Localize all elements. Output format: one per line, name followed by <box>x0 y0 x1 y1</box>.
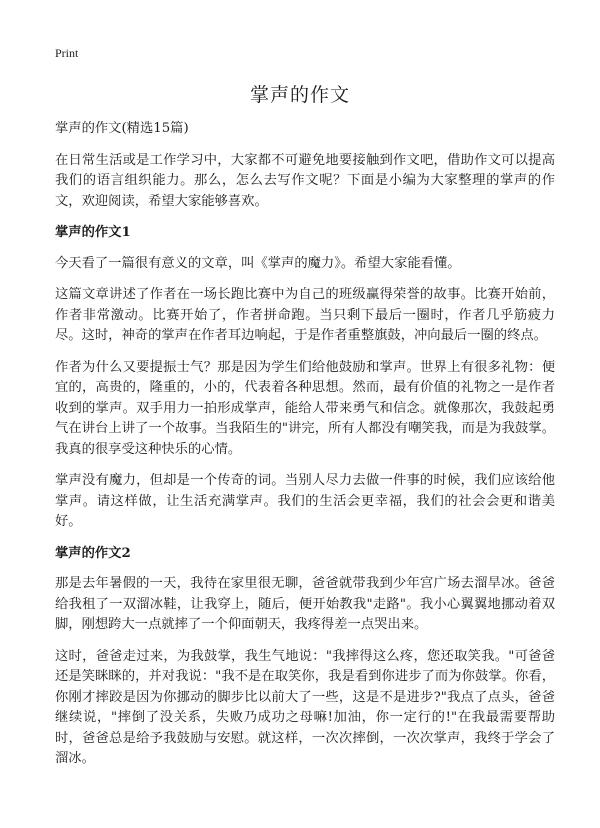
paragraph: 掌声没有魔力，但却是一个传奇的词。当别人尽力去做一件事的时候，我们应该给他掌声。请这样做，让生活充满掌声。我们的生活会更幸福，我们的社会会更和谐美好。 <box>55 473 555 529</box>
page-title: 掌声的作文 <box>249 84 350 106</box>
article-subtitle: 掌声的作文(精选15篇) <box>55 121 189 136</box>
print-link[interactable]: Print <box>55 46 79 60</box>
section-heading: 掌声的作文2 <box>55 545 131 561</box>
paragraph: 这时，爸爸走过来，为我鼓掌，我生气地说："我摔得这么疼，您还取笑我。"可爸爸还是笑眯眯的，并对我说："我不是在取笑你，我是看到你进步了而为你鼓掌。你看，你刚才摔跤是因为你挪动的脚步比以前大了一些，这是不是进步?"我点了点头，爸爸继续说，"摔倒了没关系，失败乃成功之母嘛!加油，你一定行的!"在我最需要帮助时，爸爸总是给予我鼓励与安慰。就这样，一次次摔倒，一次次掌声，我终于学会了溜冰。 <box>55 648 555 766</box>
section-heading: 掌声的作文1 <box>55 225 131 240</box>
paragraph: 作者为什么又要提振士气？那是因为学生们给他鼓励和掌声。世界上有很多礼物：便宜的，高贵的，隆重的，小的，代表着各种思想。然而，最有价值的礼物之一是作者收到的掌声。双手用力一拍形成掌声，能给人带来勇气和信念。就像那次，我鼓起勇气在讲台上讲了一个故事。当我陌生的"讲完，所有人都没有嘲笑我，而是为我鼓掌。我真的很享受这种快乐的心情。 <box>55 359 555 457</box>
intro-paragraph: 在日常生活或是工作学习中，大家都不可避免地要接触到作文吧，借助作文可以提高我们的语言组织能力。那么，怎么去写作文呢？下面是小编为大家整理的掌声的作文，欢迎阅读，希望大家能够喜欢。 <box>55 152 555 209</box>
paragraph: 今天看了一篇很有意义的文章，叫《掌声的魔力》。希望大家能看懂。 <box>55 255 461 271</box>
paragraph: 这篇文章讲述了作者在一场长跑比赛中为自己的班级赢得荣誉的故事。比赛开始前，作者非常激动。比赛开始了，作者拼命跑。当只剩下最后一圈时，作者几乎筋疲力尽。这时，神奇的掌声在作者耳边响起，于是作者重整旗鼓，冲向最后一圈的终点。 <box>55 287 555 343</box>
paragraph: 那是去年暑假的一天，我待在家里很无聊，爸爸就带我到少年宫广场去溜旱冰。爸爸给我租了一双溜冰鞋，让我穿上，随后，便开始教我"走路"。我小心翼翼地挪动着双脚，刚想跨大一点就摔了一个仰面朝天，我疼得差一点哭出来。 <box>55 576 555 632</box>
article-body <box>55 119 555 781</box>
